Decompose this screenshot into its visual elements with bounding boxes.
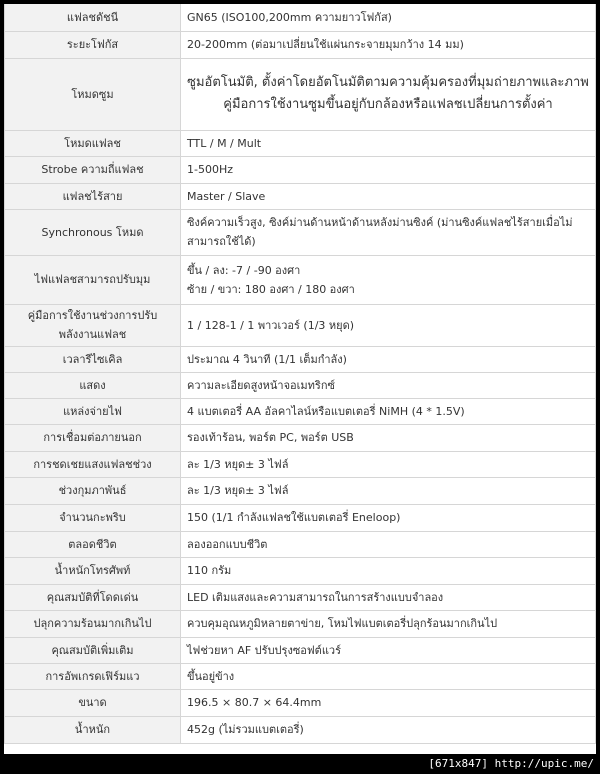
table-row [5,584,596,610]
row-label: โหมดซูม [5,58,181,130]
row-label: ระยะโฟกัส [5,31,181,58]
row-label: ขนาด [5,689,181,716]
row-value: 150 (1/1 กำลังแฟลชใช้แบตเตอรี่ Eneloop) [181,504,596,531]
table-row [5,689,596,716]
row-label: การเชื่อมต่อภายนอก [5,424,181,451]
image-host-watermark: [671x847] http://upic.me/ [428,757,594,770]
row-label: แสดง [5,372,181,398]
row-label: เวลารีไซเคิล [5,346,181,372]
row-value [181,255,596,304]
row-label: Strobe ความถี่แฟลช [5,156,181,183]
table-row [5,58,596,130]
row-value: 20-200mm (ต่อมาเปลี่ยนใช้แผ่นกระจายมุมกว้าง 14 มม) [181,31,596,58]
table-row [5,398,596,424]
table-row [5,424,596,451]
row-value: ละ 1/3 หยุด± 3 ไฟล์ [181,477,596,504]
row-label: คู่มือการใช้งานช่วงการปรับพลังงานแฟลช [5,304,181,346]
row-label: ช่วงกุมภาพันธ์ [5,477,181,504]
row-value: ลองออกแบบชีวิต [181,531,596,557]
row-label: ตลอดชีวิต [5,531,181,557]
row-label: คุณสมบัติที่โดดเด่น [5,584,181,610]
row-label: Synchronous โหมด [5,209,181,255]
row-value: 452g (ไม่รวมแบตเตอรี่) [181,716,596,743]
row-value: ละ 1/3 หยุด± 3 ไฟล์ [181,451,596,477]
row-label: น้ำหนักโทรศัพท์ [5,557,181,584]
row-value: LED เติมแสงและความสามารถในการสร้างแบบจำลอง [181,584,596,610]
table-row [5,372,596,398]
row-value: ควบคุมอุณหภูมิหลายตาข่าย, โหมไฟแบตเตอรี่ปลุกร้อนมากเกินไป [181,610,596,637]
row-label: แฟลชไร้สาย [5,183,181,209]
table-row [5,156,596,183]
row-value: ความละเอียดสูงหน้าจอเมทริกซ์ [181,372,596,398]
row-value: ซิงค์ความเร็วสูง, ซิงค์ม่านด้านหน้าด้านหลังม่านซิงค์ (ม่านซิงค์แฟลชไร้สายเมื่อไม่สามารถใช้ได้) [181,209,596,255]
spec-table [4,4,596,744]
row-label: คุณสมบัติเพิ่มเติม [5,637,181,663]
table-row [5,637,596,663]
table-row [5,304,596,346]
table-row [5,610,596,637]
row-label: การชดเชยแสงแฟลชช่วง [5,451,181,477]
row-value-line: ซ้าย / ขวา: 180 องศา / 180 องศา [187,282,355,296]
table-row [5,477,596,504]
table-row [5,209,596,255]
row-value: GN65 (ISO100,200mm ความยาวโฟกัส) [181,4,596,31]
row-value: TTL / M / Mult [181,130,596,156]
row-value: 1 / 128-1 / 1 พาวเวอร์ (1/3 หยุด) [181,304,596,346]
row-value: ไฟช่วยหา AF ปรับปรุงซอฟต์แวร์ [181,637,596,663]
table-row [5,183,596,209]
row-value: 196.5 × 80.7 × 64.4mm [181,689,596,716]
row-label: การอัพเกรดเฟิร์มแว [5,663,181,689]
spec-table-container [4,4,596,754]
table-row [5,557,596,584]
row-value: ประมาณ 4 วินาที (1/1 เต็มกำลัง) [181,346,596,372]
row-label: ไฟแฟลชสามารถปรับมุม [5,255,181,304]
row-label: น้ำหนัก [5,716,181,743]
row-label: จำนวนกะพริบ [5,504,181,531]
table-row [5,716,596,743]
table-row [5,504,596,531]
table-row [5,451,596,477]
table-row [5,130,596,156]
row-value: 4 แบตเตอรี่ AA อัลคาไลน์หรือแบตเตอรี่ NiMH (4 * 1.5V) [181,398,596,424]
row-value: 110 กรัม [181,557,596,584]
row-value-line: ขึ้น / ลง: -7 / -90 องศา [187,263,301,277]
table-row [5,531,596,557]
row-value: Master / Slave [181,183,596,209]
row-label: แหล่งจ่ายไฟ [5,398,181,424]
row-value: ซูมอัตโนมัติ, ตั้งค่าโดยอัตโนมัติตามความคุ้มครองที่มุมถ่ายภาพและภาพคู่มือการใช้งานซูมขึ้นอยู่กับกล้องหรือแฟลชเปลี่ยนการตั้งค่า [181,58,596,130]
table-row [5,31,596,58]
row-value: 1-500Hz [181,156,596,183]
row-value: รองเท้าร้อน, พอร์ต PC, พอร์ต USB [181,424,596,451]
table-row [5,4,596,31]
row-value: ขึ้นอยู่ข้าง [181,663,596,689]
table-row [5,663,596,689]
row-label: โหมดแฟลช [5,130,181,156]
table-row [5,255,596,304]
table-row [5,346,596,372]
row-label: ปลุกความร้อนมากเกินไป [5,610,181,637]
row-label: แฟลชดัชนี [5,4,181,31]
